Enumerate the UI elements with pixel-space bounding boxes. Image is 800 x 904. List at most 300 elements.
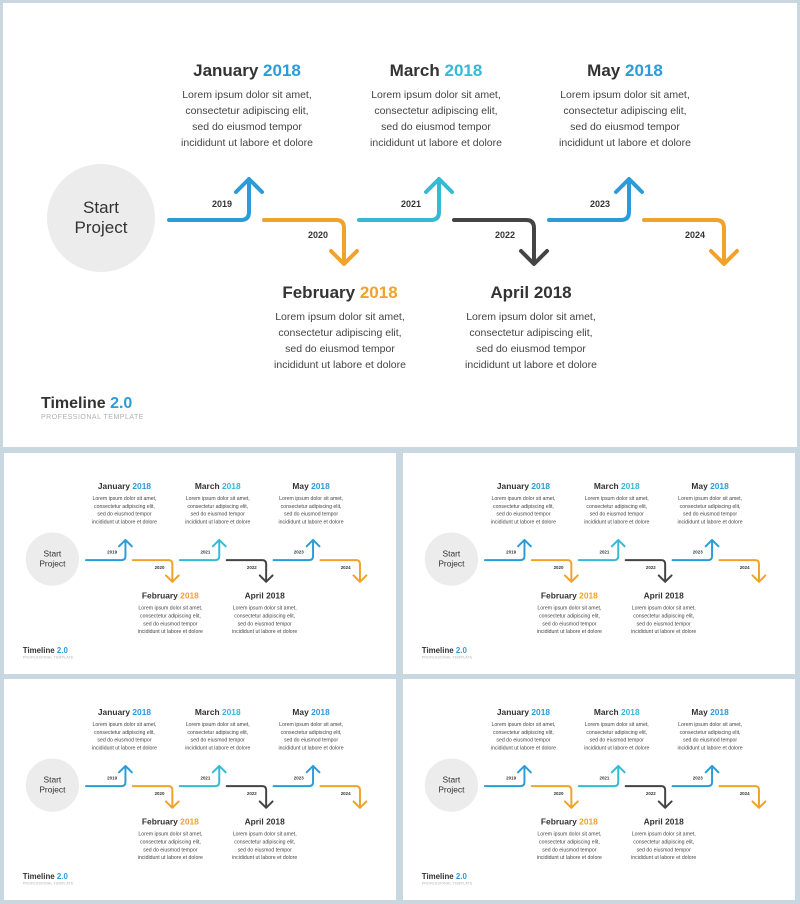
milestone-text-line: consectetur adipiscing elit,: [234, 612, 296, 619]
milestone-text-line: Lorem ipsum dolor sit amet,: [182, 89, 312, 101]
milestone-text-line: incididunt ut labore et dolore: [185, 519, 251, 526]
milestone-text-line: consectetur adipiscing elit,: [586, 503, 648, 510]
arrow-shaft: [532, 560, 571, 581]
milestone-year: 2018: [620, 707, 640, 718]
timeline-slide: [3, 3, 797, 447]
milestone-february: [527, 591, 611, 635]
milestone-text-line: consectetur adipiscing elit,: [280, 729, 342, 736]
milestone-title: [481, 482, 565, 492]
slide-thumbnail[interactable]: [4, 453, 396, 674]
brand-title: [422, 647, 473, 656]
arrow-shaft: [644, 220, 724, 262]
milestone-month: April: [643, 591, 663, 601]
milestone-text-line: consectetur adipiscing elit,: [493, 729, 554, 736]
milestone-year: 2018: [665, 817, 684, 827]
milestone-may: [269, 482, 353, 526]
milestone-text-line: sed do eiusmod tempor: [496, 511, 551, 518]
start-label-line1: Start: [43, 775, 62, 785]
milestone-text-line: incididunt ut labore et dolore: [232, 628, 298, 635]
slide-main[interactable]: [3, 3, 797, 447]
brand-title-text: Timeline: [22, 646, 55, 655]
brand-version: 2.0: [110, 395, 133, 412]
brand-version: 2.0: [455, 872, 467, 881]
brand-subtitle: PROFESSIONAL TEMPLATE: [421, 881, 473, 886]
slide-thumbnail[interactable]: [403, 453, 795, 674]
year-label-2023: 2023: [293, 775, 304, 781]
milestone-year: 2018: [311, 707, 330, 718]
milestone-may: [668, 482, 752, 526]
start-label-line2: Project: [438, 559, 465, 569]
milestone-month: February: [282, 283, 356, 302]
milestone-month: January: [496, 481, 530, 492]
milestone-year: 2018: [221, 481, 241, 492]
year-label-2020: 2020: [553, 791, 564, 797]
year-label-2021: 2021: [599, 549, 610, 555]
milestone-text-line: consectetur adipiscing elit,: [538, 838, 600, 845]
milestone-text-line: Lorem ipsum dolor sit amet,: [537, 605, 602, 611]
year-label-2024: 2024: [340, 791, 351, 797]
arrow-shaft: [320, 560, 359, 581]
milestone-year: 2018: [263, 61, 301, 80]
year-label-2024: 2024: [739, 565, 750, 571]
milestone-text-line: incididunt ut labore et dolore: [536, 628, 602, 635]
milestone-month: February: [540, 817, 577, 827]
milestone-title: [128, 591, 212, 601]
milestone-february: [128, 591, 212, 635]
milestone-month: April: [643, 817, 663, 827]
milestone-text-line: sed do eiusmod tempor: [285, 343, 395, 355]
start-label-line2: Project: [438, 785, 465, 795]
milestone-text-line: consectetur adipiscing elit,: [187, 503, 249, 510]
milestone-month: May: [587, 61, 621, 80]
milestone-month: March: [593, 481, 619, 492]
milestone-text-line: consectetur adipiscing elit,: [563, 105, 687, 117]
year-label-2021: 2021: [200, 549, 211, 555]
arrow-down-icon: [320, 560, 366, 582]
milestone-month: March: [389, 61, 440, 80]
milestone-march: [176, 708, 260, 752]
year-label-2019: 2019: [107, 775, 118, 781]
brand-subtitle: PROFESSIONAL TEMPLATE: [22, 655, 74, 660]
milestone-text-line: sed do eiusmod tempor: [143, 620, 198, 627]
milestone-text-line: Lorem ipsum dolor sit amet,: [560, 89, 690, 101]
slide-thumbnail[interactable]: [403, 679, 795, 900]
arrow-down-icon: [626, 786, 672, 808]
milestone-text-line: sed do eiusmod tempor: [542, 620, 597, 627]
milestone-text-line: sed do eiusmod tempor: [476, 343, 586, 355]
arrow-shaft: [133, 560, 172, 581]
milestone-text-line: incididunt ut labore et dolore: [490, 745, 557, 752]
milestone-title: [575, 708, 659, 718]
milestone-text-line: sed do eiusmod tempor: [636, 620, 691, 627]
milestone-text-line: consectetur adipiscing elit,: [280, 503, 342, 510]
timeline-slide: [4, 679, 396, 898]
milestone-text-line: incididunt ut labore et dolore: [536, 854, 602, 861]
milestone-title: [269, 482, 353, 492]
milestone-text-line: consectetur adipiscing elit,: [278, 327, 402, 339]
milestone-text-line: Lorem ipsum dolor sit amet,: [491, 721, 556, 728]
milestone-may: [269, 708, 353, 752]
milestone-month: February: [141, 591, 178, 601]
milestone-january: [82, 482, 166, 526]
year-label-2020: 2020: [154, 565, 165, 571]
milestone-month: January: [97, 707, 131, 718]
milestone-month: January: [193, 61, 259, 80]
brand-version: 2.0: [56, 872, 68, 881]
start-label-line1: Start: [442, 549, 461, 559]
milestone-text-line: incididunt ut labore et dolore: [631, 854, 697, 861]
arrow-down-icon: [532, 560, 578, 582]
milestone-march: [176, 482, 260, 526]
arrow-shaft: [227, 786, 266, 807]
milestone-text-line: sed do eiusmod tempor: [589, 511, 644, 518]
year-label-2020: 2020: [307, 230, 329, 240]
milestone-text-line: sed do eiusmod tempor: [589, 737, 644, 744]
arrow-down-icon: [227, 786, 273, 808]
milestone-text-line: sed do eiusmod tempor: [237, 620, 292, 627]
milestone-title: [668, 708, 752, 718]
arrow-shaft: [133, 786, 172, 807]
arrow-down-icon: [626, 560, 672, 582]
milestone-text-line: consectetur adipiscing elit,: [234, 838, 296, 845]
brand-subtitle: PROFESSIONAL TEMPLATE: [22, 881, 74, 886]
milestone-year: 2018: [624, 61, 663, 80]
milestone-text-line: consectetur adipiscing elit,: [94, 503, 155, 510]
milestone-text-line: sed do eiusmod tempor: [237, 846, 292, 853]
arrow-down-icon: [719, 786, 765, 808]
year-label-2019: 2019: [506, 775, 517, 781]
arrow-shaft: [719, 560, 758, 581]
milestone-text-line: Lorem ipsum dolor sit amet,: [185, 495, 250, 502]
arrow-down-icon: [133, 786, 179, 808]
milestone-text-line: sed do eiusmod tempor: [190, 737, 245, 744]
milestone-january: [481, 708, 565, 752]
arrow-down-icon: [264, 220, 357, 264]
milestone-title: [223, 817, 307, 827]
milestone-text-line: consectetur adipiscing elit,: [633, 838, 695, 845]
milestone-text-line: incididunt ut labore et dolore: [584, 745, 650, 752]
arrow-down-icon: [133, 560, 179, 582]
milestone-text-line: incididunt ut labore et dolore: [677, 745, 743, 752]
start-label-line2: Project: [39, 559, 66, 569]
timeline-slide: [4, 453, 396, 672]
milestone-text-line: sed do eiusmod tempor: [542, 846, 597, 853]
milestone-text-line: Lorem ipsum dolor sit amet,: [92, 721, 157, 728]
start-label-line2: Project: [74, 218, 128, 237]
milestone-year: 2018: [444, 61, 483, 80]
arrow-shaft: [626, 786, 665, 807]
milestone-text-line: Lorem ipsum dolor sit amet,: [138, 831, 203, 837]
milestone-january: [481, 482, 565, 526]
milestone-text-line: Lorem ipsum dolor sit amet,: [279, 495, 344, 502]
milestone-text-line: incididunt ut labore et dolore: [370, 137, 502, 149]
milestone-text-line: consectetur adipiscing elit,: [139, 612, 201, 619]
milestone-text-line: Lorem ipsum dolor sit amet,: [584, 495, 649, 502]
slide-thumbnail[interactable]: [4, 679, 396, 900]
arrow-shaft: [719, 786, 758, 807]
milestone-april: [223, 817, 307, 861]
milestone-march: [575, 708, 659, 752]
milestone-may: [540, 61, 710, 151]
year-label-2021: 2021: [400, 199, 422, 209]
milestone-text-line: Lorem ipsum dolor sit amet,: [466, 311, 596, 323]
milestone-text-line: incididunt ut labore et dolore: [584, 519, 650, 526]
milestone-year: 2018: [180, 591, 199, 601]
milestone-text-line: sed do eiusmod tempor: [682, 737, 738, 744]
timeline-slide: [403, 679, 795, 898]
milestone-year: 2018: [221, 707, 241, 718]
milestone-april: [622, 817, 706, 861]
milestone-text-line: incididunt ut labore et dolore: [631, 628, 697, 635]
milestone-title: [446, 283, 616, 303]
milestone-text-line: sed do eiusmod tempor: [682, 511, 738, 518]
start-label-line1: Start: [83, 198, 119, 217]
year-label-2022: 2022: [246, 565, 257, 571]
year-label-2023: 2023: [692, 549, 703, 555]
year-label-2023: 2023: [692, 775, 703, 781]
milestone-text-line: Lorem ipsum dolor sit amet,: [631, 831, 696, 837]
milestone-text-line: incididunt ut labore et dolore: [137, 854, 203, 861]
milestone-text-line: incididunt ut labore et dolore: [465, 359, 597, 371]
milestone-year: 2018: [311, 481, 330, 492]
milestone-year: 2018: [531, 481, 551, 492]
milestone-month: February: [141, 817, 178, 827]
milestone-january: [162, 61, 332, 151]
brand-block: [422, 647, 473, 660]
milestone-text-line: consectetur adipiscing elit,: [374, 105, 498, 117]
year-label-2024: 2024: [684, 230, 706, 240]
arrow-shaft: [454, 220, 534, 262]
brand-version: 2.0: [56, 646, 68, 655]
arrow-shaft: [264, 220, 344, 262]
milestone-text-line: incididunt ut labore et dolore: [91, 519, 158, 526]
milestone-title: [82, 708, 166, 718]
milestone-text-line: consectetur adipiscing elit,: [586, 729, 648, 736]
milestone-text-line: Lorem ipsum dolor sit amet,: [138, 605, 203, 611]
year-label-2023: 2023: [589, 199, 611, 209]
milestone-text-line: Lorem ipsum dolor sit amet,: [185, 721, 250, 728]
arrow-down-icon: [532, 786, 578, 808]
milestone-year: 2018: [180, 817, 199, 827]
milestone-text-line: Lorem ipsum dolor sit amet,: [678, 721, 743, 728]
milestone-month: March: [194, 481, 220, 492]
milestone-year: 2018: [266, 817, 285, 827]
milestone-title: [269, 708, 353, 718]
milestone-month: February: [540, 591, 577, 601]
milestone-march: [575, 482, 659, 526]
year-label-2022: 2022: [645, 565, 656, 571]
arrow-down-icon: [454, 220, 547, 264]
milestone-text-line: sed do eiusmod tempor: [192, 121, 302, 133]
year-label-2020: 2020: [154, 791, 165, 797]
milestone-text-line: consectetur adipiscing elit,: [633, 612, 695, 619]
milestone-year: 2018: [531, 707, 551, 718]
year-label-2019: 2019: [211, 199, 233, 209]
milestone-title: [162, 61, 332, 81]
year-label-2021: 2021: [200, 775, 211, 781]
milestone-year: 2018: [710, 481, 729, 492]
milestone-text-line: consectetur adipiscing elit,: [679, 503, 741, 510]
milestone-title: [668, 482, 752, 492]
year-label-2024: 2024: [739, 791, 750, 797]
milestone-year: 2018: [266, 591, 285, 601]
milestone-month: April: [490, 283, 530, 302]
milestone-title: [481, 708, 565, 718]
milestone-april: [622, 591, 706, 635]
start-label-line2: Project: [39, 785, 66, 795]
milestone-text-line: sed do eiusmod tempor: [570, 121, 680, 133]
milestone-february: [128, 817, 212, 861]
milestone-title: [575, 482, 659, 492]
brand-block: [41, 395, 144, 421]
brand-title: [41, 395, 144, 413]
milestone-title: [223, 591, 307, 601]
milestone-text-line: sed do eiusmod tempor: [97, 511, 152, 518]
milestone-text-line: sed do eiusmod tempor: [143, 846, 198, 853]
milestone-title: [255, 283, 425, 303]
milestone-month: May: [691, 481, 708, 492]
year-label-2024: 2024: [340, 565, 351, 571]
milestone-title: [351, 61, 521, 81]
brand-title-text: Timeline: [421, 872, 454, 881]
milestone-text-line: Lorem ipsum dolor sit amet,: [678, 495, 743, 502]
year-label-2019: 2019: [107, 549, 118, 555]
milestone-text-line: consectetur adipiscing elit,: [187, 729, 249, 736]
milestone-text-line: consectetur adipiscing elit,: [139, 838, 201, 845]
milestone-year: 2018: [132, 707, 152, 718]
milestone-month: April: [244, 591, 264, 601]
year-label-2019: 2019: [506, 549, 517, 555]
arrow-shaft: [626, 560, 665, 581]
brand-title-text: Timeline: [22, 872, 55, 881]
milestone-year: 2018: [579, 591, 598, 601]
milestone-title: [527, 591, 611, 601]
milestone-text-line: incididunt ut labore et dolore: [137, 628, 203, 635]
arrow-down-icon: [644, 220, 737, 264]
start-label-line1: Start: [43, 549, 62, 559]
year-label-2020: 2020: [553, 565, 564, 571]
milestone-month: May: [691, 707, 708, 718]
milestone-year: 2018: [533, 283, 572, 302]
year-label-2022: 2022: [246, 791, 257, 797]
milestone-text-line: incididunt ut labore et dolore: [181, 137, 313, 149]
milestone-february: [255, 283, 425, 373]
milestone-title: [540, 61, 710, 81]
milestone-text-line: consectetur adipiscing elit,: [185, 105, 309, 117]
year-label-2021: 2021: [599, 775, 610, 781]
milestone-text-line: Lorem ipsum dolor sit amet,: [232, 605, 297, 611]
milestone-text-line: Lorem ipsum dolor sit amet,: [631, 605, 696, 611]
brand-subtitle: PROFESSIONAL TEMPLATE: [421, 655, 473, 660]
milestone-text-line: Lorem ipsum dolor sit amet,: [92, 495, 157, 502]
milestone-year: 2018: [359, 283, 398, 302]
milestone-text-line: sed do eiusmod tempor: [496, 737, 551, 744]
milestone-text-line: Lorem ipsum dolor sit amet,: [584, 721, 649, 728]
milestone-month: April: [244, 817, 264, 827]
milestone-text-line: incididunt ut labore et dolore: [91, 745, 158, 752]
milestone-february: [527, 817, 611, 861]
milestone-title: [176, 482, 260, 492]
milestone-text-line: sed do eiusmod tempor: [283, 737, 339, 744]
milestone-month: May: [292, 707, 309, 718]
milestone-title: [128, 817, 212, 827]
brand-title-text: Timeline: [41, 395, 106, 412]
milestone-year: 2018: [132, 481, 152, 492]
milestone-text-line: Lorem ipsum dolor sit amet,: [371, 89, 501, 101]
year-label-2022: 2022: [645, 791, 656, 797]
year-label-2023: 2023: [293, 549, 304, 555]
milestone-text-line: Lorem ipsum dolor sit amet,: [232, 831, 297, 837]
milestone-may: [668, 708, 752, 752]
milestone-january: [82, 708, 166, 752]
milestone-text-line: incididunt ut labore et dolore: [490, 519, 557, 526]
milestone-text-line: Lorem ipsum dolor sit amet,: [491, 495, 556, 502]
milestone-text-line: consectetur adipiscing elit,: [493, 503, 554, 510]
milestone-april: [223, 591, 307, 635]
milestone-text-line: consectetur adipiscing elit,: [469, 327, 593, 339]
milestone-title: [527, 817, 611, 827]
milestone-year: 2018: [579, 817, 598, 827]
milestone-text-line: sed do eiusmod tempor: [97, 737, 152, 744]
milestone-month: January: [496, 707, 530, 718]
brand-title: [23, 873, 74, 882]
milestone-text-line: Lorem ipsum dolor sit amet,: [279, 721, 344, 728]
milestone-month: March: [194, 707, 220, 718]
timeline-slide: [403, 453, 795, 672]
milestone-year: 2018: [665, 591, 684, 601]
milestone-month: January: [97, 481, 131, 492]
milestone-text-line: consectetur adipiscing elit,: [94, 729, 155, 736]
brand-subtitle: PROFESSIONAL TEMPLATE: [41, 414, 144, 421]
milestone-text-line: sed do eiusmod tempor: [636, 846, 691, 853]
arrow-down-icon: [719, 560, 765, 582]
milestone-text-line: Lorem ipsum dolor sit amet,: [275, 311, 405, 323]
arrow-shaft: [320, 786, 359, 807]
milestone-text-line: sed do eiusmod tempor: [283, 511, 339, 518]
milestone-text-line: incididunt ut labore et dolore: [278, 745, 344, 752]
milestone-text-line: sed do eiusmod tempor: [381, 121, 491, 133]
arrow-shaft: [532, 786, 571, 807]
milestone-text-line: incididunt ut labore et dolore: [559, 137, 691, 149]
milestone-text-line: incididunt ut labore et dolore: [274, 359, 406, 371]
brand-title-text: Timeline: [421, 646, 454, 655]
milestone-year: 2018: [620, 481, 640, 492]
arrow-down-icon: [320, 786, 366, 808]
brand-block: [23, 647, 74, 660]
milestone-title: [176, 708, 260, 718]
brand-block: [422, 873, 473, 886]
milestone-text-line: sed do eiusmod tempor: [190, 511, 245, 518]
brand-title: [422, 873, 473, 882]
milestone-text-line: incididunt ut labore et dolore: [185, 745, 251, 752]
year-label-2022: 2022: [494, 230, 516, 240]
start-label-line1: Start: [442, 775, 461, 785]
brand-title: [23, 647, 74, 656]
milestone-april: [446, 283, 616, 373]
milestone-text-line: consectetur adipiscing elit,: [679, 729, 741, 736]
milestone-title: [622, 817, 706, 827]
milestone-text-line: incididunt ut labore et dolore: [677, 519, 743, 526]
milestone-text-line: incididunt ut labore et dolore: [232, 854, 298, 861]
milestone-month: March: [593, 707, 619, 718]
brand-block: [23, 873, 74, 886]
milestone-text-line: incididunt ut labore et dolore: [278, 519, 344, 526]
milestone-year: 2018: [710, 707, 729, 718]
milestone-title: [622, 591, 706, 601]
arrow-down-icon: [227, 560, 273, 582]
milestone-text-line: consectetur adipiscing elit,: [538, 612, 600, 619]
arrow-shaft: [227, 560, 266, 581]
